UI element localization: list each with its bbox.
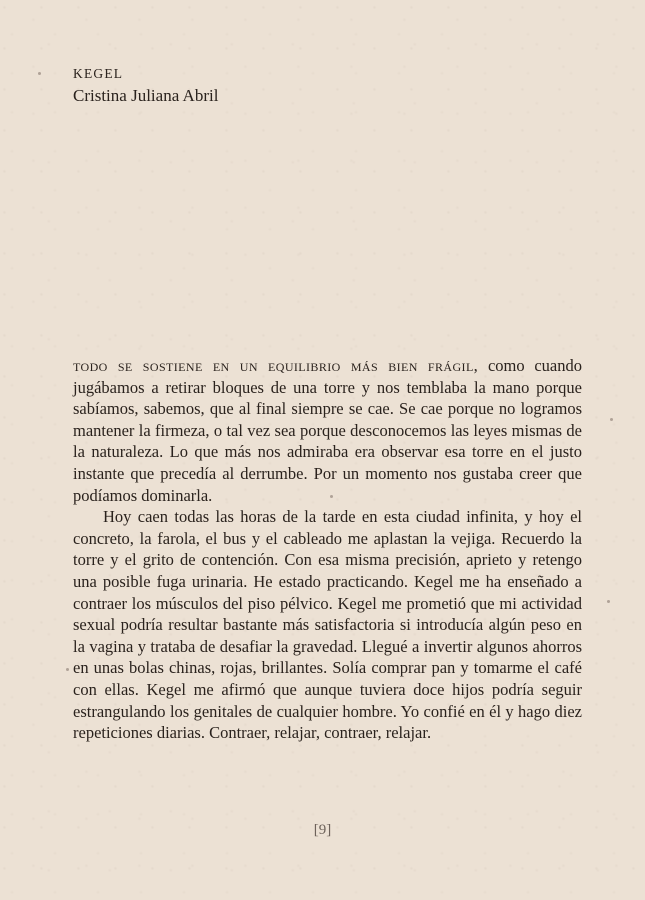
chapter-header: [73, 65, 493, 107]
chapter-title: KEGEL: [73, 66, 124, 81]
paper-speck: [610, 418, 613, 421]
paragraph-text: como cuando jugábamos a retirar bloques de una torre y nos temblaba la mano porque sabíamos, sabemos, que al final siempre se cae. Se cae porque no logramos mantener la firmeza, o tal vez sea porque desconocemos las leyes mismas de la naturaleza. Lo que más nos admiraba era observar esa torre en el justo instante que precedía al derrumbe. Por un momento nos gustaba creer que podíamos dominarla.: [73, 356, 582, 505]
paper-speck: [607, 600, 610, 603]
paragraph: Hoy caen todas las horas de la tarde en esta ciudad infinita, y hoy el concreto, la farola, el bus y el cableado me aplastan la vejiga. Recuerdo la torre y el grito de contención. Con esa misma precisión, aprieto y retengo una posible fuga urinaria. He estado practicando. Kegel me ha enseñado a contraer los músculos del piso pélvico. Kegel me prometió que mi actividad sexual podría resultar bastante más satisfactoria si introducía algún peso en la vagina y trataba de desafiar la gravedad. Llegué a invertir algunos ahorros en unas bolas chinas, rojas, brillantes. Solía comprar pan y tomarme el café con ellas. Kegel me afirmó que aunque tuviera doce hijos podría seguir estrangulando los genitales de cualquier hombre. Yo confié en él y hago diez repeticiones diarias. Contraer, relajar, contraer, relajar.: [73, 507, 582, 743]
paragraph: [73, 355, 582, 506]
paper-speck: [66, 668, 69, 671]
lead-in-smallcaps: todo se sostiene en un equilibrio más bien frágil,: [73, 356, 479, 375]
body-text: [73, 355, 582, 744]
author-name: Cristina Juliana Abril: [73, 86, 219, 105]
paper-speck: [38, 72, 41, 75]
page-number: [9]: [313, 822, 332, 838]
